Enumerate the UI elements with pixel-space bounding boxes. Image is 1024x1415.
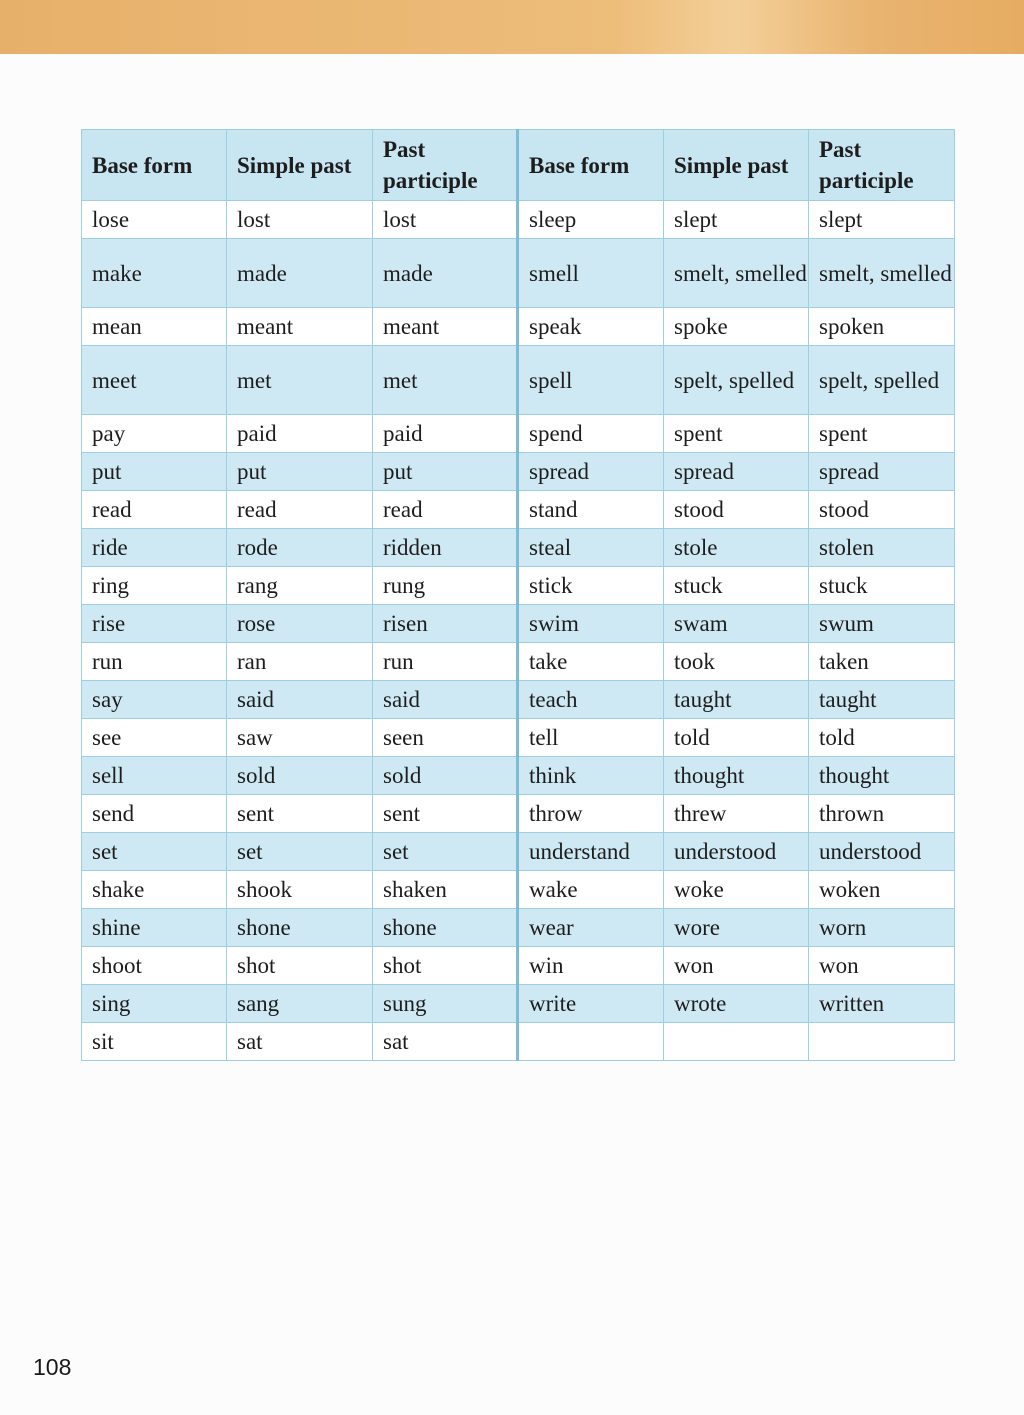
cell-simple-past: shot [227, 947, 373, 985]
cell-base-form: take [518, 643, 664, 681]
cell-simple-past: put [227, 453, 373, 491]
cell-simple-past: met [227, 346, 373, 415]
cell-simple-past: set [227, 833, 373, 871]
table-row [82, 909, 955, 947]
cell-base-form: tell [518, 719, 664, 757]
table-row [82, 346, 955, 415]
cell-simple-past: shone [227, 909, 373, 947]
cell-simple-past: took [664, 643, 809, 681]
table-row [82, 833, 955, 871]
cell-base-form: ride [82, 529, 227, 567]
header-simple-past: Simple past [664, 130, 809, 201]
cell-past-participle: risen [373, 605, 518, 643]
cell-simple-past: swam [664, 605, 809, 643]
table-row [82, 201, 955, 239]
cell-past-participle: won [809, 947, 955, 985]
cell-simple-past: stood [664, 491, 809, 529]
cell-past-participle: written [809, 985, 955, 1023]
cell-past-participle: thrown [809, 795, 955, 833]
cell-base-form: speak [518, 308, 664, 346]
cell-base-form: make [82, 239, 227, 308]
cell-base-form: lose [82, 201, 227, 239]
cell-base-form: swim [518, 605, 664, 643]
cell-base-form: wear [518, 909, 664, 947]
table-row [82, 567, 955, 605]
cell-base-form: spell [518, 346, 664, 415]
cell-base-form: spread [518, 453, 664, 491]
table-row [82, 605, 955, 643]
cell-past-participle: worn [809, 909, 955, 947]
table-row [82, 308, 955, 346]
irregular-verbs-table [81, 129, 955, 1061]
cell-past-participle: spent [809, 415, 955, 453]
cell-simple-past: sang [227, 985, 373, 1023]
cell-base-form: sell [82, 757, 227, 795]
cell-base-form: say [82, 681, 227, 719]
cell-simple-past: sold [227, 757, 373, 795]
cell-past-participle: ridden [373, 529, 518, 567]
table-row [82, 681, 955, 719]
header-base-form: Base form [82, 130, 227, 201]
cell-past-participle: sent [373, 795, 518, 833]
cell-past-participle: said [373, 681, 518, 719]
cell-simple-past: taught [664, 681, 809, 719]
table-row [82, 795, 955, 833]
cell-base-form: shine [82, 909, 227, 947]
cell-simple-past: threw [664, 795, 809, 833]
cell-simple-past: told [664, 719, 809, 757]
table-row [82, 415, 955, 453]
cell-past-participle: sung [373, 985, 518, 1023]
cell-past-participle: stuck [809, 567, 955, 605]
header-simple-past: Simple past [227, 130, 373, 201]
cell-base-form: meet [82, 346, 227, 415]
table-body [82, 201, 955, 1061]
cell-past-participle: thought [809, 757, 955, 795]
cell-base-form: understand [518, 833, 664, 871]
cell-simple-past: rode [227, 529, 373, 567]
header-past-participle: Past participle [809, 130, 955, 201]
cell-past-participle: meant [373, 308, 518, 346]
cell-past-participle: taken [809, 643, 955, 681]
cell-base-form: teach [518, 681, 664, 719]
cell-simple-past [664, 1023, 809, 1061]
cell-simple-past: lost [227, 201, 373, 239]
cell-past-participle: set [373, 833, 518, 871]
table-row [82, 947, 955, 985]
cell-base-form: throw [518, 795, 664, 833]
cell-simple-past: thought [664, 757, 809, 795]
cell-base-form: read [82, 491, 227, 529]
cell-base-form [518, 1023, 664, 1061]
cell-simple-past: said [227, 681, 373, 719]
cell-past-participle: told [809, 719, 955, 757]
cell-past-participle: stood [809, 491, 955, 529]
cell-past-participle: sold [373, 757, 518, 795]
cell-past-participle: seen [373, 719, 518, 757]
cell-base-form: sing [82, 985, 227, 1023]
cell-past-participle: read [373, 491, 518, 529]
cell-simple-past: made [227, 239, 373, 308]
cell-simple-past: smelt, smelled [664, 239, 809, 308]
header-past-participle: Past participle [373, 130, 518, 201]
cell-simple-past: understood [664, 833, 809, 871]
cell-past-participle: understood [809, 833, 955, 871]
cell-past-participle: paid [373, 415, 518, 453]
cell-past-participle: stolen [809, 529, 955, 567]
cell-simple-past: wrote [664, 985, 809, 1023]
cell-simple-past: rose [227, 605, 373, 643]
cell-base-form: ring [82, 567, 227, 605]
cell-past-participle: sat [373, 1023, 518, 1061]
cell-base-form: think [518, 757, 664, 795]
cell-past-participle: spread [809, 453, 955, 491]
cell-base-form: send [82, 795, 227, 833]
cell-past-participle: lost [373, 201, 518, 239]
cell-base-form: sit [82, 1023, 227, 1061]
cell-base-form: pay [82, 415, 227, 453]
table-row [82, 643, 955, 681]
cell-past-participle: woken [809, 871, 955, 909]
table-row [82, 491, 955, 529]
cell-past-participle [809, 1023, 955, 1061]
cell-base-form: mean [82, 308, 227, 346]
cell-simple-past: ran [227, 643, 373, 681]
cell-past-participle: spoken [809, 308, 955, 346]
cell-base-form: put [82, 453, 227, 491]
cell-simple-past: slept [664, 201, 809, 239]
cell-simple-past: read [227, 491, 373, 529]
cell-base-form: set [82, 833, 227, 871]
cell-simple-past: saw [227, 719, 373, 757]
cell-past-participle: taught [809, 681, 955, 719]
cell-simple-past: woke [664, 871, 809, 909]
cell-base-form: win [518, 947, 664, 985]
cell-past-participle: smelt, smelled [809, 239, 955, 308]
cell-past-participle: rung [373, 567, 518, 605]
cell-base-form: wake [518, 871, 664, 909]
cell-base-form: steal [518, 529, 664, 567]
cell-past-participle: slept [809, 201, 955, 239]
cell-base-form: stick [518, 567, 664, 605]
cell-past-participle: shone [373, 909, 518, 947]
table-row [82, 719, 955, 757]
header-base-form: Base form [518, 130, 664, 201]
cell-base-form: write [518, 985, 664, 1023]
cell-simple-past: spread [664, 453, 809, 491]
cell-past-participle: spelt, spelled [809, 346, 955, 415]
table-header-row [82, 130, 955, 201]
cell-past-participle: put [373, 453, 518, 491]
cell-simple-past: paid [227, 415, 373, 453]
page-number: 108 [33, 1354, 72, 1380]
cell-base-form: shake [82, 871, 227, 909]
cell-simple-past: sent [227, 795, 373, 833]
cell-base-form: shoot [82, 947, 227, 985]
top-decorative-band [0, 0, 1024, 54]
cell-past-participle: run [373, 643, 518, 681]
table-row [82, 453, 955, 491]
cell-base-form: spend [518, 415, 664, 453]
cell-simple-past: spoke [664, 308, 809, 346]
table-row [82, 1023, 955, 1061]
table-row [82, 239, 955, 308]
cell-past-participle: met [373, 346, 518, 415]
cell-simple-past: spelt, spelled [664, 346, 809, 415]
table-row [82, 871, 955, 909]
cell-simple-past: meant [227, 308, 373, 346]
cell-simple-past: sat [227, 1023, 373, 1061]
cell-base-form: see [82, 719, 227, 757]
cell-base-form: stand [518, 491, 664, 529]
cell-simple-past: stole [664, 529, 809, 567]
table-row [82, 757, 955, 795]
cell-past-participle: shaken [373, 871, 518, 909]
cell-simple-past: rang [227, 567, 373, 605]
cell-base-form: smell [518, 239, 664, 308]
cell-simple-past: stuck [664, 567, 809, 605]
cell-simple-past: shook [227, 871, 373, 909]
cell-base-form: run [82, 643, 227, 681]
cell-simple-past: spent [664, 415, 809, 453]
table-row [82, 985, 955, 1023]
cell-simple-past: won [664, 947, 809, 985]
cell-simple-past: wore [664, 909, 809, 947]
cell-base-form: rise [82, 605, 227, 643]
table-row [82, 529, 955, 567]
cell-base-form: sleep [518, 201, 664, 239]
cell-past-participle: shot [373, 947, 518, 985]
cell-past-participle: swum [809, 605, 955, 643]
cell-past-participle: made [373, 239, 518, 308]
